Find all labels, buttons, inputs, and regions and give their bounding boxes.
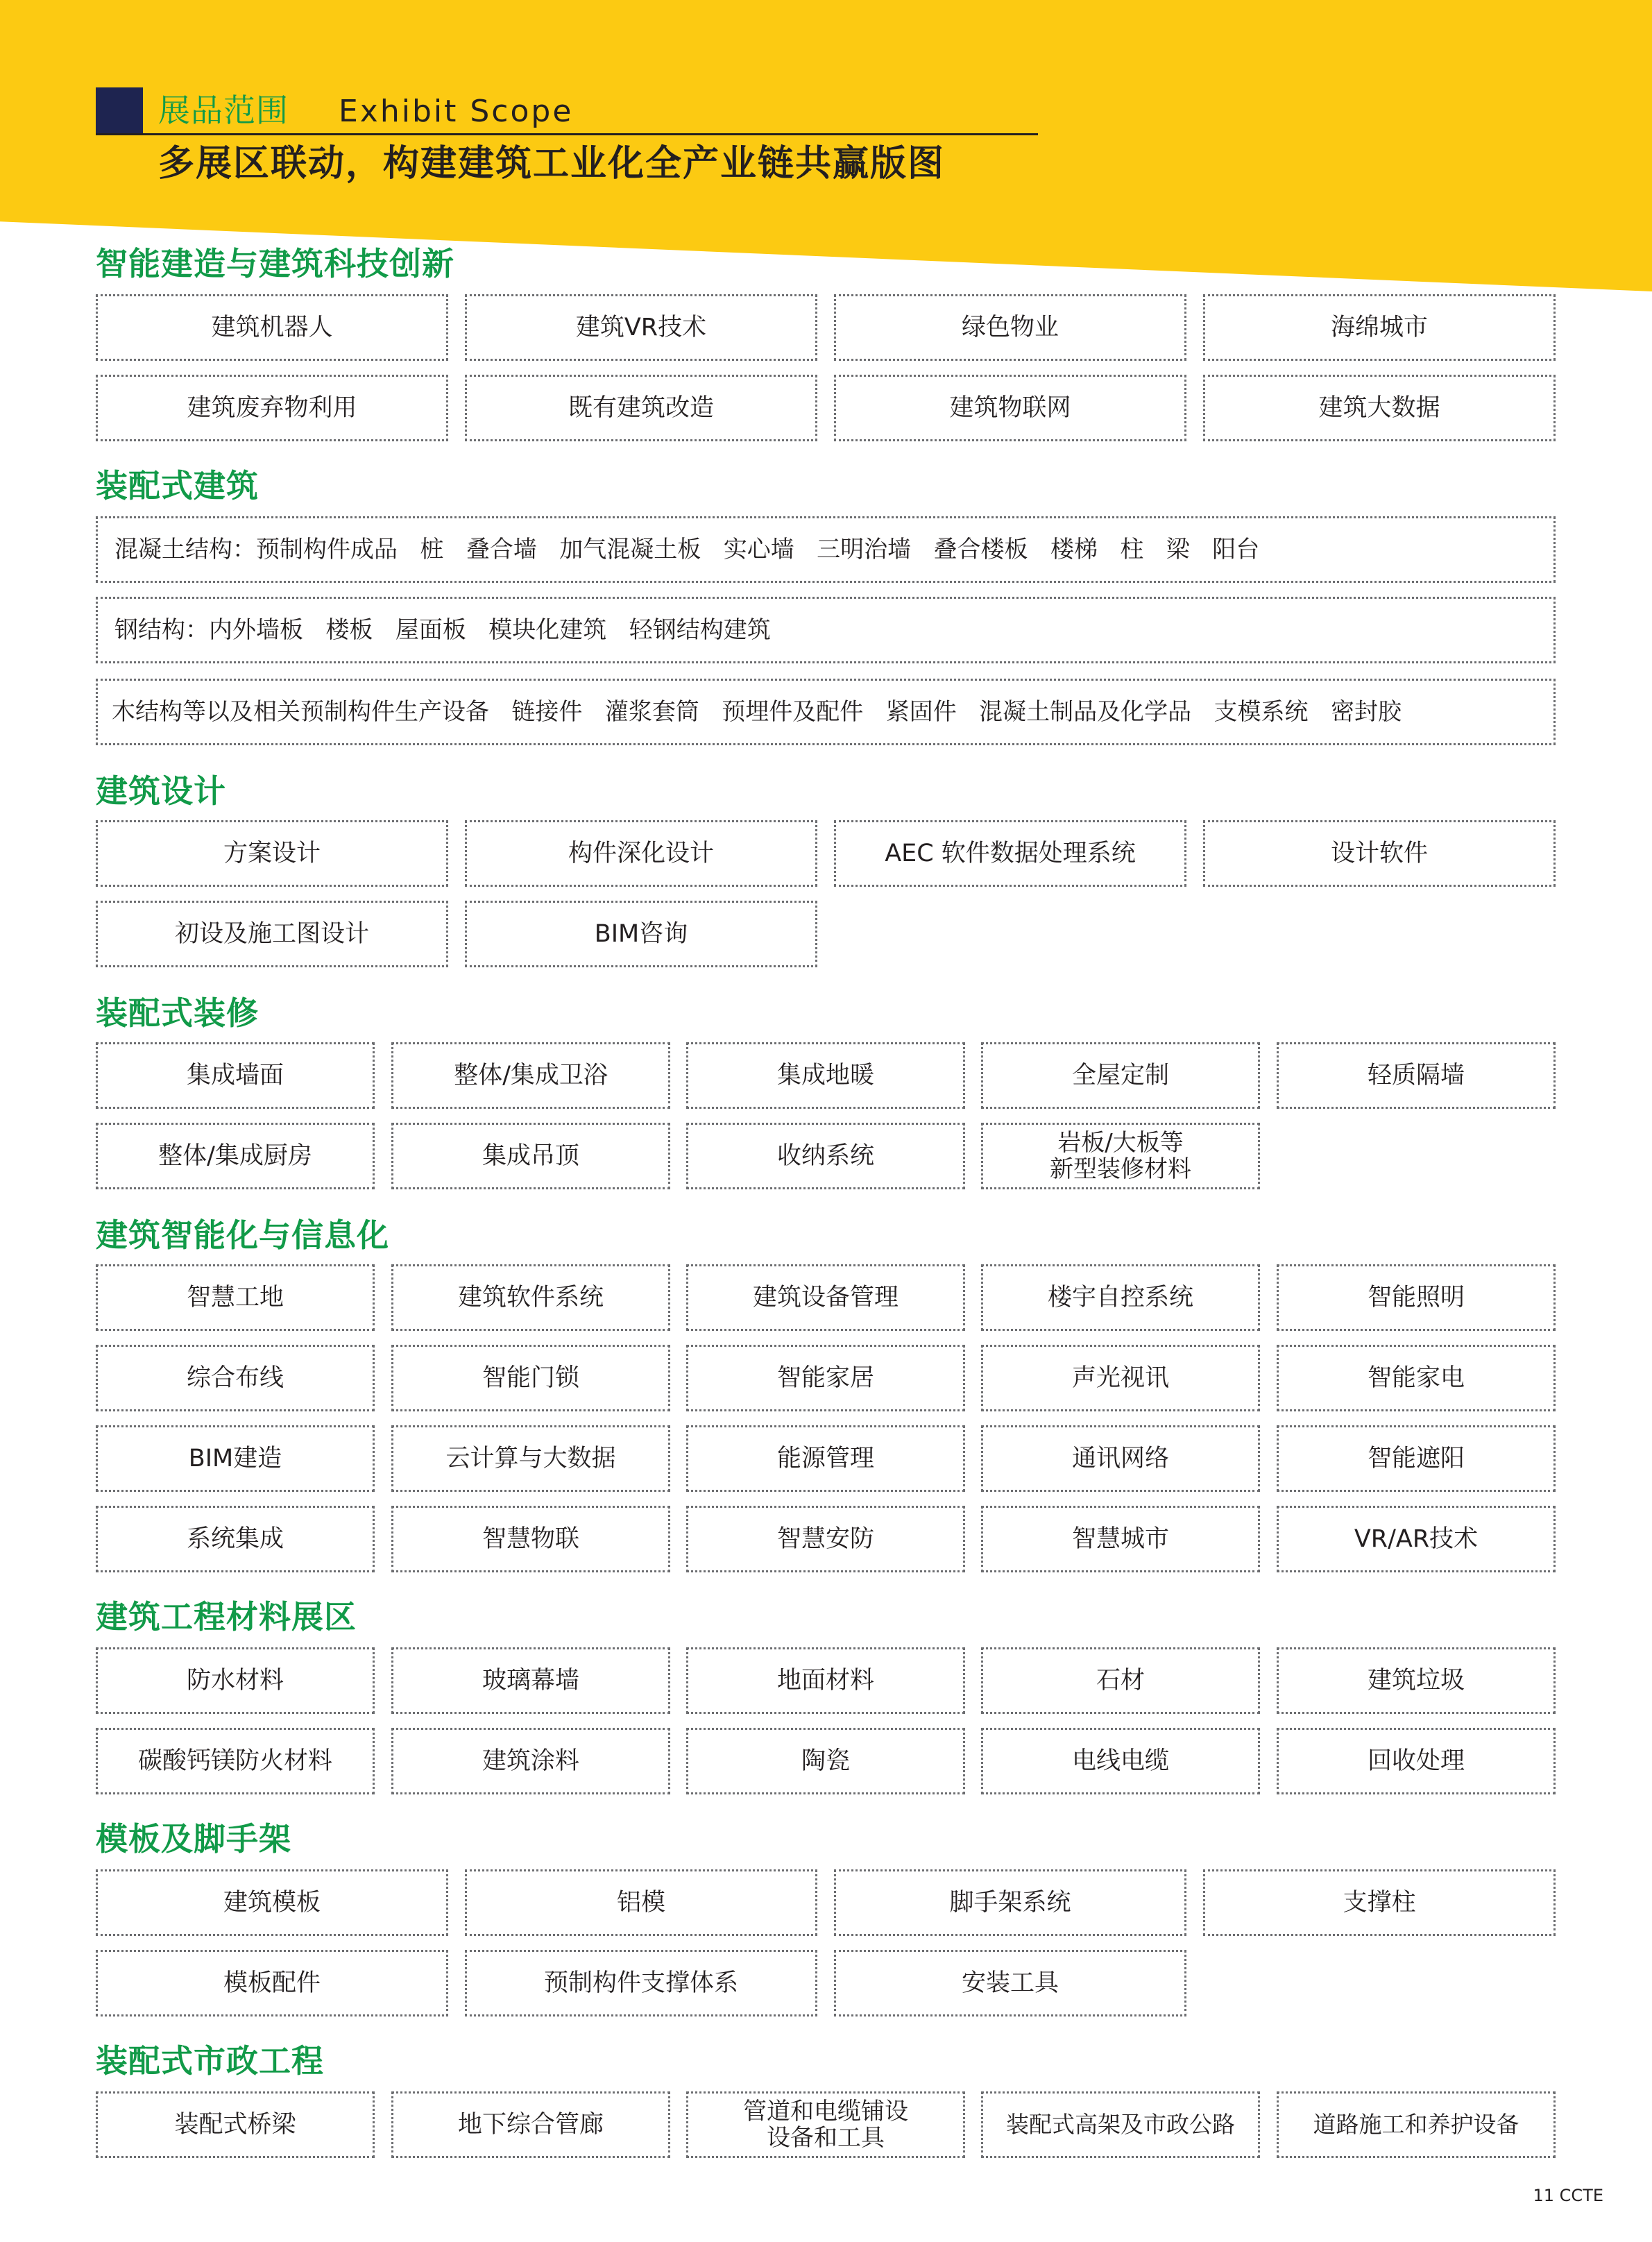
item-box: 建筑大数据 [1203, 375, 1556, 441]
item-box: 脚手架系统 [834, 1869, 1186, 1936]
header-divider [96, 133, 1038, 135]
item-box: 安装工具 [834, 1950, 1186, 2016]
item-box: 建筑物联网 [834, 375, 1186, 441]
item-box: 综合布线 [96, 1345, 375, 1411]
page-number: 11 CCTE [1533, 2186, 1603, 2205]
item-box: 铝模 [465, 1869, 817, 1936]
item-box: AEC 软件数据处理系统 [834, 820, 1186, 887]
section-title: 建筑设计 [96, 772, 226, 810]
header-title-cn: 展品范围 [158, 92, 289, 129]
item-box: 集成地暖 [686, 1042, 965, 1109]
section-title: 智能建造与建筑科技创新 [96, 245, 454, 282]
item-box: 模板配件 [96, 1950, 448, 2016]
item-box: 回收处理 [1277, 1728, 1556, 1794]
item-box: 支撑柱 [1203, 1869, 1556, 1936]
item-box: 玻璃幕墙 [391, 1647, 670, 1714]
item-box: 设计软件 [1203, 820, 1556, 887]
item-box: 建筑废弃物利用 [96, 375, 448, 441]
item-row: 混凝土结构：预制构件成品 桩 叠合墙 加气混凝土板 实心墙 三明治墙 叠合楼板 楼梯 柱 梁 阳台 [96, 516, 1556, 583]
item-box: 预制构件支撑体系 [465, 1950, 817, 2016]
section-title: 装配式装修 [96, 994, 259, 1032]
item-row: 木结构等以及相关预制构件生产设备 链接件 灌浆套筒 预埋件及配件 紧固件 混凝土制品及化学品 支模系统 密封胶 [96, 679, 1556, 745]
item-box: 楼宇自控系统 [981, 1264, 1260, 1331]
item-box: 能源管理 [686, 1425, 965, 1492]
item-box: 智能门锁 [391, 1345, 670, 1411]
item-box: 石材 [981, 1647, 1260, 1714]
item-box: 方案设计 [96, 820, 448, 887]
section-title: 装配式市政工程 [96, 2042, 324, 2080]
item-line: 设备和工具 [767, 2124, 885, 2152]
item-box-two-line [686, 2091, 965, 2158]
item-box: 建筑垃圾 [1277, 1647, 1556, 1714]
item-box: 绿色物业 [834, 294, 1186, 361]
item-box: 轻质隔墙 [1277, 1042, 1556, 1109]
item-box: 地面材料 [686, 1647, 965, 1714]
item-box: 构件深化设计 [465, 820, 817, 887]
item-box: 通讯网络 [981, 1425, 1260, 1492]
item-box: BIM咨询 [465, 901, 817, 967]
item-box: 建筑设备管理 [686, 1264, 965, 1331]
item-box-two-line [981, 1123, 1260, 1189]
header-subtitle: 多展区联动，构建建筑工业化全产业链共赢版图 [158, 143, 946, 185]
item-box: 整体/集成厨房 [96, 1123, 375, 1189]
item-box: 集成墙面 [96, 1042, 375, 1109]
item-line: 岩板/大板等 [1057, 1129, 1184, 1157]
section-title: 建筑工程材料展区 [96, 1598, 357, 1636]
item-box: 防水材料 [96, 1647, 375, 1714]
header-square-icon [96, 87, 143, 135]
item-box: 既有建筑改造 [465, 375, 817, 441]
item-box: 智慧工地 [96, 1264, 375, 1331]
item-box: 碳酸钙镁防火材料 [96, 1728, 375, 1794]
item-box: 集成吊顶 [391, 1123, 670, 1189]
item-box: 装配式桥梁 [96, 2091, 375, 2158]
item-box: 电线电缆 [981, 1728, 1260, 1794]
item-box: 道路施工和养护设备 [1277, 2091, 1556, 2158]
item-box: 收纳系统 [686, 1123, 965, 1189]
item-box: 系统集成 [96, 1506, 375, 1572]
item-box: 建筑VR技术 [465, 294, 817, 361]
item-line: 管道和电缆铺设 [743, 2098, 908, 2125]
item-box: 海绵城市 [1203, 294, 1556, 361]
item-row: 钢结构：内外墙板 楼板 屋面板 模块化建筑 轻钢结构建筑 [96, 597, 1556, 663]
item-box: 云计算与大数据 [391, 1425, 670, 1492]
item-box: 陶瓷 [686, 1728, 965, 1794]
item-box: 智能家电 [1277, 1345, 1556, 1411]
item-box: 整体/集成卫浴 [391, 1042, 670, 1109]
section-title: 模板及脚手架 [96, 1820, 291, 1858]
item-box: BIM建造 [96, 1425, 375, 1492]
item-box: 建筑软件系统 [391, 1264, 670, 1331]
item-box: 初设及施工图设计 [96, 901, 448, 967]
item-box: 地下综合管廊 [391, 2091, 670, 2158]
item-box: 建筑机器人 [96, 294, 448, 361]
item-box: 智慧安防 [686, 1506, 965, 1572]
item-line: 新型装修材料 [1050, 1155, 1191, 1183]
item-box: 智能遮阳 [1277, 1425, 1556, 1492]
item-box: 装配式高架及市政公路 [981, 2091, 1260, 2158]
item-box: 建筑涂料 [391, 1728, 670, 1794]
section-title: 建筑智能化与信息化 [96, 1216, 389, 1254]
item-box: 智能家居 [686, 1345, 965, 1411]
item-box: 智慧物联 [391, 1506, 670, 1572]
item-box: 智能照明 [1277, 1264, 1556, 1331]
section-title: 装配式建筑 [96, 467, 259, 504]
item-box: 建筑模板 [96, 1869, 448, 1936]
item-box: 智慧城市 [981, 1506, 1260, 1572]
item-box: 全屋定制 [981, 1042, 1260, 1109]
item-box: VR/AR技术 [1277, 1506, 1556, 1572]
item-box: 声光视讯 [981, 1345, 1260, 1411]
header-title-en: Exhibit Scope [339, 94, 574, 129]
